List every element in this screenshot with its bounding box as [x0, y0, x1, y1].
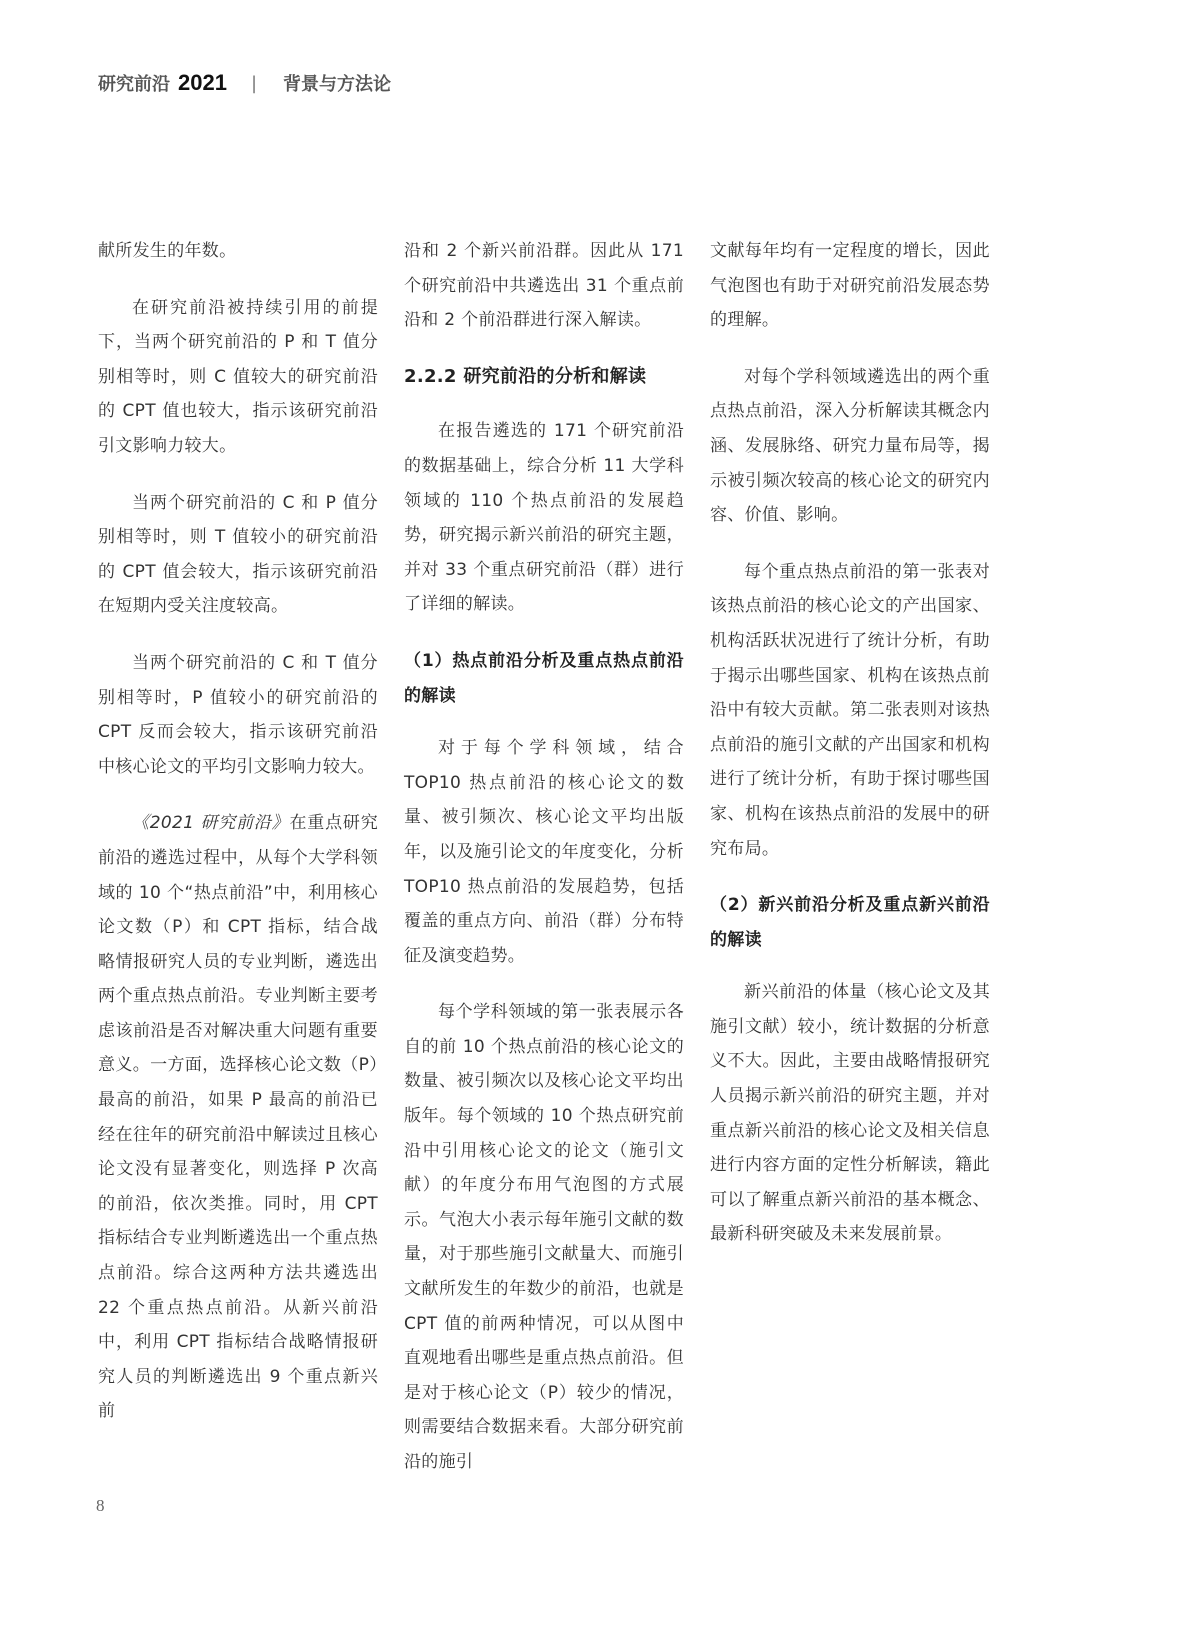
- paragraph: 献所发生的年数。: [98, 241, 237, 261]
- subsection-heading: （2）新兴前沿分析及重点新兴前沿的解读: [710, 895, 990, 950]
- report-year: 2021: [178, 70, 227, 95]
- paragraph: [98, 806, 378, 1429]
- paragraph: 对每个学科领域遴选出的两个重点热点前沿，深入分析解读其概念内涵、发展脉络、研究力量布局等，揭示被引频次较高的核心论文的研究内容、价值、影响。: [710, 366, 990, 526]
- paragraph: 当两个研究前沿的 C 和 P 值分别相等时，则 T 值较小的研究前沿的 CPT 值会较大，指示该研究前沿在短期内受关注度较高。: [98, 492, 378, 617]
- paragraph: 新兴前沿的体量（核心论文及其施引文献）较小，统计数据的分析意义不大。因此，主要由战略情报研究人员揭示新兴前沿的研究主题，并对重点新兴前沿的核心论文及相关信息进行内容方面的定性分析解读，籍此可以了解重点新兴前沿的基本概念、最新科研突破及未来发展前景。: [710, 982, 990, 1245]
- paragraph-text: 在重点研究前沿的遴选过程中，从每个大学科领域的 10 个“热点前沿”中，利用核心论文数（P）和 CPT 指标，结合战略情报研究人员的专业判断，遴选出两个重点热点前沿。专业判断主要考虑该前沿是否对解决重大问题有重要意义。一方面，选择核心论文数（P）最高的前沿，如果 P 最高的前沿已经在往年的研究前沿中解读过且核心论文没有显著变化，则选择 P 次高的前沿，依次类推。同时，用 CPT 指标结合专业判断遴选出一个重点热点前沿。综合这两种方法共遴选出 22 个重点热点前沿。从新兴前沿中，利用 CPT 指标结合战略情报研究人员的判断遴选出 9 个重点新兴前: [98, 813, 379, 1422]
- header-separator: |: [250, 72, 258, 94]
- paragraph: 对于每个学科领域，结合 TOP10 热点前沿的核心论文的数量、被引频次、核心论文平均出版年，以及施引论文的年度变化，分析 TOP10 热点前沿的发展趋势，包括覆盖的重点方向、前沿（群）分布特征及演变趋势。: [404, 738, 684, 966]
- paragraph: 当两个研究前沿的 C 和 T 值分别相等时，P 值较小的研究前沿的 CPT 反而会较大，指示该研究前沿中核心论文的平均引文影响力较大。: [98, 652, 378, 777]
- book-title: 《2021 研究前沿》: [132, 813, 290, 834]
- column-1: [98, 234, 378, 1451]
- running-header: [98, 70, 391, 96]
- section-heading: 2.2.2 研究前沿的分析和解读: [404, 365, 647, 387]
- column-2: [404, 234, 684, 1502]
- paragraph: 文献每年均有一定程度的增长，因此气泡图也有助于对研究前沿发展态势的理解。: [710, 241, 990, 331]
- section-title: 背景与方法论: [283, 74, 392, 95]
- subsection-heading: （1）热点前沿分析及重点热点前沿的解读: [404, 650, 684, 706]
- column-3: [710, 234, 990, 1274]
- paragraph: 每个重点热点前沿的第一张表对该热点前沿的核心论文的产出国家、机构活跃状况进行了统计分析，有助于揭示出哪些国家、机构在该热点前沿中有较大贡献。第二张表则对该热点前沿的施引文献的产出国家和机构进行了统计分析，有助于探讨哪些国家、机构在该热点前沿的发展中的研究布局。: [710, 561, 990, 859]
- paragraph: 每个学科领域的第一张表展示各自的前 10 个热点前沿的核心论文的数量、被引频次以及核心论文平均出版年。每个领域的 10 个热点研究前沿中引用核心论文的论文（施引文献）的年度分布用气泡图的方式展示。气泡大小表示每年施引文献的数量，对于那些施引文献量大、而施引文献所发生的年数少的前沿，也就是 CPT 值的前两种情况，可以从图中直观地看出哪些是重点热点前沿。但是对于核心论文（P）较少的情况，则需要结合数据来看。大部分研究前沿的施引: [404, 1002, 684, 1472]
- report-title: 研究前沿: [98, 74, 170, 95]
- page-number: 8: [96, 1496, 105, 1515]
- paragraph: 在研究前沿被持续引用的前提下，当两个研究前沿的 P 和 T 值分别相等时，则 C 值较大的研究前沿的 CPT 值也较大，指示该研究前沿引文影响力较大。: [98, 297, 378, 456]
- paragraph: 在报告遴选的 171 个研究前沿的数据基础上，综合分析 11 大学科领域的 110 个热点前沿的发展趋势，研究揭示新兴前沿的研究主题，并对 33 个重点研究前沿（群）进行了详细的解读。: [404, 421, 684, 615]
- paragraph: 沿和 2 个新兴前沿群。因此从 171 个研究前沿中共遴选出 31 个重点前沿和 2 个前沿群进行深入解读。: [404, 241, 684, 331]
